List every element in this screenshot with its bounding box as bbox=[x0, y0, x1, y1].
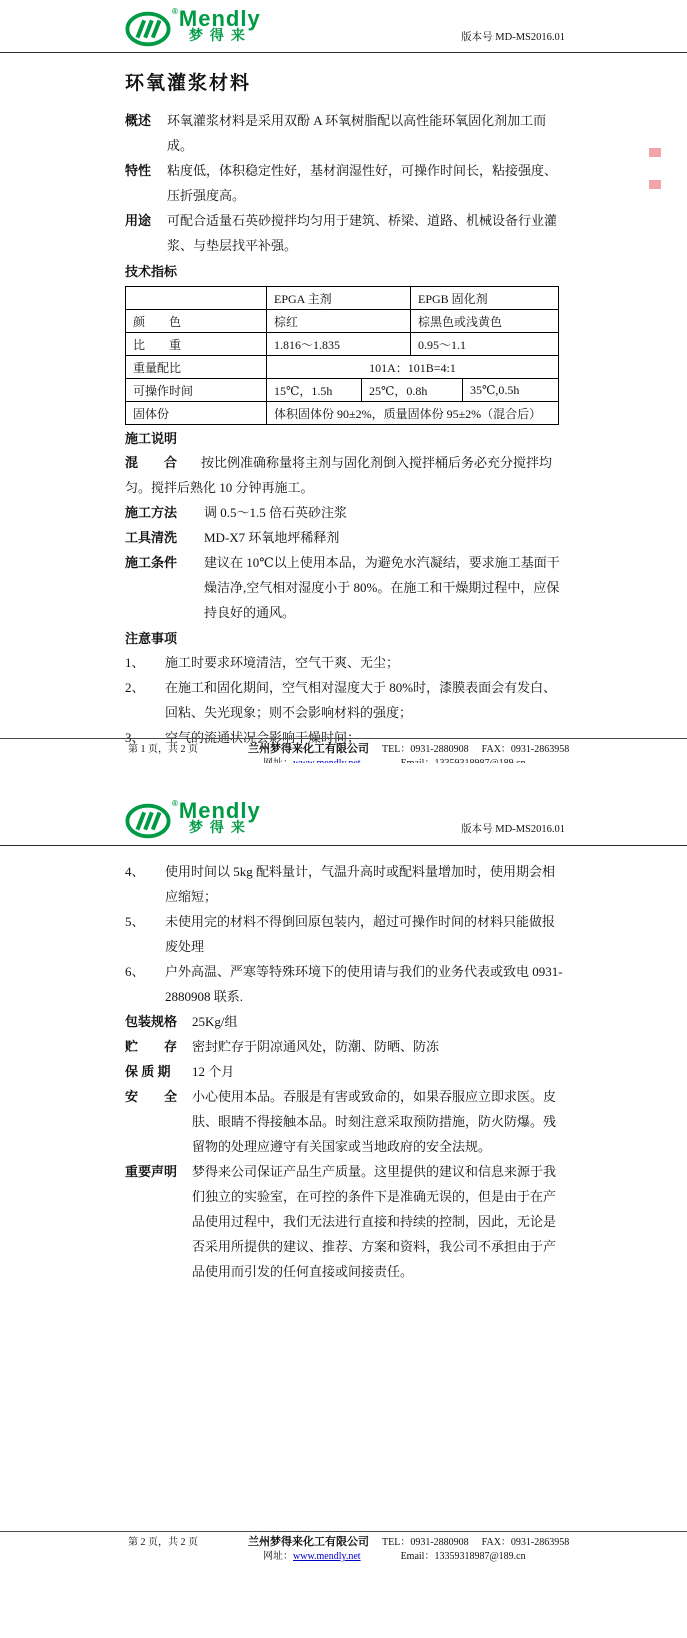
field-label: 包装规格 bbox=[125, 1014, 178, 1029]
field-label: 保 质 期 bbox=[125, 1064, 171, 1079]
field-row-disclaimer bbox=[125, 1159, 565, 1284]
cell-worktime-35: 35℃,0.5h bbox=[463, 379, 559, 402]
brand-name: Mendly bbox=[178, 798, 261, 823]
cell-worktime-15: 15℃，1.5h bbox=[267, 379, 362, 402]
intro-row-features bbox=[125, 158, 565, 208]
highlight-mark bbox=[649, 148, 661, 157]
site bbox=[263, 1550, 361, 1563]
cell-label: 可操作时间 bbox=[126, 379, 267, 402]
field-label: 用途 bbox=[125, 213, 152, 228]
company-name: 兰州梦得来化工有限公司 bbox=[248, 743, 369, 755]
construction-row-conditions bbox=[125, 550, 565, 625]
header-rule bbox=[0, 52, 687, 53]
note-number: 5、 bbox=[125, 914, 145, 929]
field-label: 施工方法 bbox=[125, 505, 178, 520]
note-text: 使用时间以 5kg 配料量计，气温升高时或配料量增加时，使用期会相应缩短； bbox=[165, 864, 556, 904]
note-number: 3、 bbox=[125, 730, 145, 745]
cell-label: 重量配比 bbox=[126, 356, 267, 379]
field-label: 混 合 bbox=[125, 455, 178, 470]
site-link[interactable]: www.mendly.net bbox=[293, 1551, 361, 1562]
note-number: 4、 bbox=[125, 864, 145, 879]
tel: TEL：0931-2880908 bbox=[382, 744, 469, 755]
page2-footer bbox=[0, 1531, 687, 1563]
brand-logo bbox=[125, 798, 261, 841]
intro-section bbox=[125, 108, 565, 258]
construction-row-cleaning bbox=[125, 525, 565, 550]
cell-color-b: 棕黑色或浅黄色 bbox=[411, 310, 559, 333]
tech-table bbox=[125, 286, 559, 425]
field-text: 环氧灌浆材料是采用双酚 A 环氧树脂配以高性能环氧固化剂加工而成。 bbox=[167, 113, 547, 153]
notes-heading: 注意事项 bbox=[125, 631, 178, 646]
field-label: 工具清洗 bbox=[125, 530, 178, 545]
brand-name-cn: 梦得来 bbox=[188, 821, 252, 836]
logo-mark-icon bbox=[125, 9, 171, 49]
logo-mark-icon bbox=[125, 801, 171, 841]
field-label: 施工条件 bbox=[125, 555, 178, 570]
version-label: 版本号 MD-MS2016.01 bbox=[461, 824, 565, 835]
note-number: 1、 bbox=[125, 655, 145, 670]
table-row-worktime bbox=[126, 379, 559, 402]
field-text: MD-X7 环氧地坪稀释剂 bbox=[204, 530, 340, 545]
field-row-packing bbox=[125, 1009, 565, 1034]
note-item bbox=[125, 650, 565, 675]
page2-content bbox=[0, 859, 687, 1284]
cell-label: 比 重 bbox=[126, 333, 267, 356]
table-row-header bbox=[126, 287, 559, 310]
field-text: 粘度低，体积稳定性好，基材润湿性好，可操作时间长，粘接强度、压折强度高。 bbox=[167, 163, 558, 203]
fax: FAX：0931-2863958 bbox=[481, 744, 570, 755]
fax: FAX：0931-2863958 bbox=[481, 1537, 570, 1548]
registered-mark: ® bbox=[172, 799, 178, 808]
field-text: 按比例准确称量将主剂与固化剂倒入搅拌桶后务必充分搅拌均匀。搅拌后熟化 10 分钟再施工。 bbox=[125, 455, 553, 495]
field-row-storage bbox=[125, 1034, 565, 1059]
brand-name: Mendly bbox=[178, 6, 261, 31]
table-row-gravity bbox=[126, 333, 559, 356]
note-item bbox=[125, 859, 565, 909]
note-item bbox=[125, 959, 565, 1009]
construction-row-method bbox=[125, 500, 565, 525]
field-row-safety bbox=[125, 1084, 565, 1159]
construction-heading: 施工说明 bbox=[125, 431, 178, 446]
note-text: 在施工和固化期间，空气相对湿度大于 80%时，漆膜表面会有发白、回粘、失光现象；则不会影响材料的强度； bbox=[165, 680, 557, 720]
brand-logo bbox=[125, 6, 261, 49]
page2-header bbox=[0, 763, 687, 845]
mix-paragraph bbox=[125, 450, 565, 500]
cell-blank bbox=[126, 287, 267, 310]
site-label: 网址： bbox=[263, 1551, 293, 1562]
field-label: 贮 存 bbox=[125, 1039, 178, 1054]
field-text: 25Kg/组 bbox=[192, 1014, 238, 1029]
brand-names bbox=[178, 6, 261, 45]
company-name: 兰州梦得来化工有限公司 bbox=[248, 1536, 369, 1548]
cell-label: 颜 色 bbox=[126, 310, 267, 333]
cell-gravity-b: 0.95～1.1 bbox=[411, 333, 559, 356]
field-label: 重要声明 bbox=[125, 1164, 178, 1179]
registered-mark: ® bbox=[172, 7, 178, 16]
note-text: 施工时要求环境清洁，空气干爽、无尘； bbox=[165, 655, 400, 670]
page1-content bbox=[0, 108, 687, 750]
note-number: 2、 bbox=[125, 680, 145, 695]
footer-contact-block bbox=[248, 1536, 569, 1563]
table-row-solids bbox=[126, 402, 559, 425]
field-label: 安 全 bbox=[125, 1089, 178, 1104]
field-label: 概述 bbox=[125, 113, 152, 128]
page-2 bbox=[0, 763, 687, 1638]
cell-epga-header: EPGA 主剂 bbox=[267, 287, 411, 310]
table-row-ratio bbox=[126, 356, 559, 379]
cell-ratio-value: 101A：101B=4:1 bbox=[267, 356, 559, 379]
note-text: 空气的流通状况会影响干燥时间； bbox=[165, 730, 361, 745]
note-item bbox=[125, 675, 565, 725]
field-text: 12 个月 bbox=[192, 1064, 235, 1079]
email-value: 13359318987@189.cn bbox=[434, 1551, 526, 1562]
header-rule bbox=[0, 845, 687, 846]
highlight-mark bbox=[649, 180, 661, 189]
table-row-color bbox=[126, 310, 559, 333]
brand-name-cn: 梦得来 bbox=[188, 29, 252, 44]
brand-names bbox=[178, 798, 261, 837]
cell-epgb-header: EPGB 固化剂 bbox=[411, 287, 559, 310]
email-label: Email： bbox=[400, 1551, 435, 1562]
cell-solids-value: 体积固体份 90±2%，质量固体份 95±2%（混合后） bbox=[267, 402, 559, 425]
cell-color-a: 棕红 bbox=[267, 310, 411, 333]
field-text: 调 0.5～1.5 倍石英砂注浆 bbox=[204, 505, 348, 520]
field-text: 建议在 10℃以上使用本品，为避免水汽凝结，要求施工基面干燥洁净,空气相对湿度小于 80%。在施工和干燥期过程中，应保持良好的通风。 bbox=[204, 555, 560, 620]
field-text: 可配合适量石英砂搅拌均匀用于建筑、桥梁、道路、机械设备行业灌浆、与垫层找平补强。 bbox=[167, 213, 558, 253]
field-text: 梦得来公司保证产品生产质量。这里提供的建议和信息来源于我们独立的实验室，在可控的条件下是准确无误的，但是由于在产品使用过程中，我们无法进行直接和持续的控制，因此，无论是否采用所提供的建议、推荐、方案和资料，我公司不承担由于产品使用而引发的任何直接或间接责任。 bbox=[192, 1164, 557, 1279]
intro-row-usage bbox=[125, 208, 565, 258]
note-item bbox=[125, 909, 565, 959]
tech-heading: 技术指标 bbox=[125, 264, 178, 279]
page-number: 第 1 页，共 2 页 bbox=[128, 744, 198, 755]
page-number: 第 2 页，共 2 页 bbox=[128, 1537, 198, 1548]
field-text: 密封贮存于阴凉通风处，防潮、防晒、防冻 bbox=[192, 1039, 440, 1054]
field-label: 特性 bbox=[125, 163, 152, 178]
intro-row-overview bbox=[125, 108, 565, 158]
field-row-shelf-life bbox=[125, 1059, 565, 1084]
note-text: 户外高温、严寒等特殊环境下的使用请与我们的业务代表或致电 0931-2880908 联系. bbox=[165, 964, 563, 1004]
email bbox=[401, 1550, 526, 1563]
cell-worktime-25: 25℃，0.8h bbox=[362, 379, 463, 402]
page-1 bbox=[0, 0, 687, 763]
note-text: 未使用完的材料不得倒回原包装内，超过可操作时间的材料只能做报废处理 bbox=[165, 914, 556, 954]
cell-gravity-a: 1.816～1.835 bbox=[267, 333, 411, 356]
tel: TEL：0931-2880908 bbox=[382, 1537, 469, 1548]
version-label: 版本号 MD-MS2016.01 bbox=[461, 32, 565, 43]
field-text: 小心使用本品。吞服是有害或致命的，如果吞服应立即求医。皮肤、眼睛不得接触本品。时刻注意采取预防措施，防火防爆。残留物的处理应遵守有关国家或当地政府的安全法规。 bbox=[192, 1089, 557, 1154]
page1-header bbox=[0, 0, 687, 52]
cell-label: 固体份 bbox=[126, 402, 267, 425]
doc-title: 环氧灌浆材料 bbox=[125, 73, 252, 94]
note-number: 6、 bbox=[125, 964, 145, 979]
